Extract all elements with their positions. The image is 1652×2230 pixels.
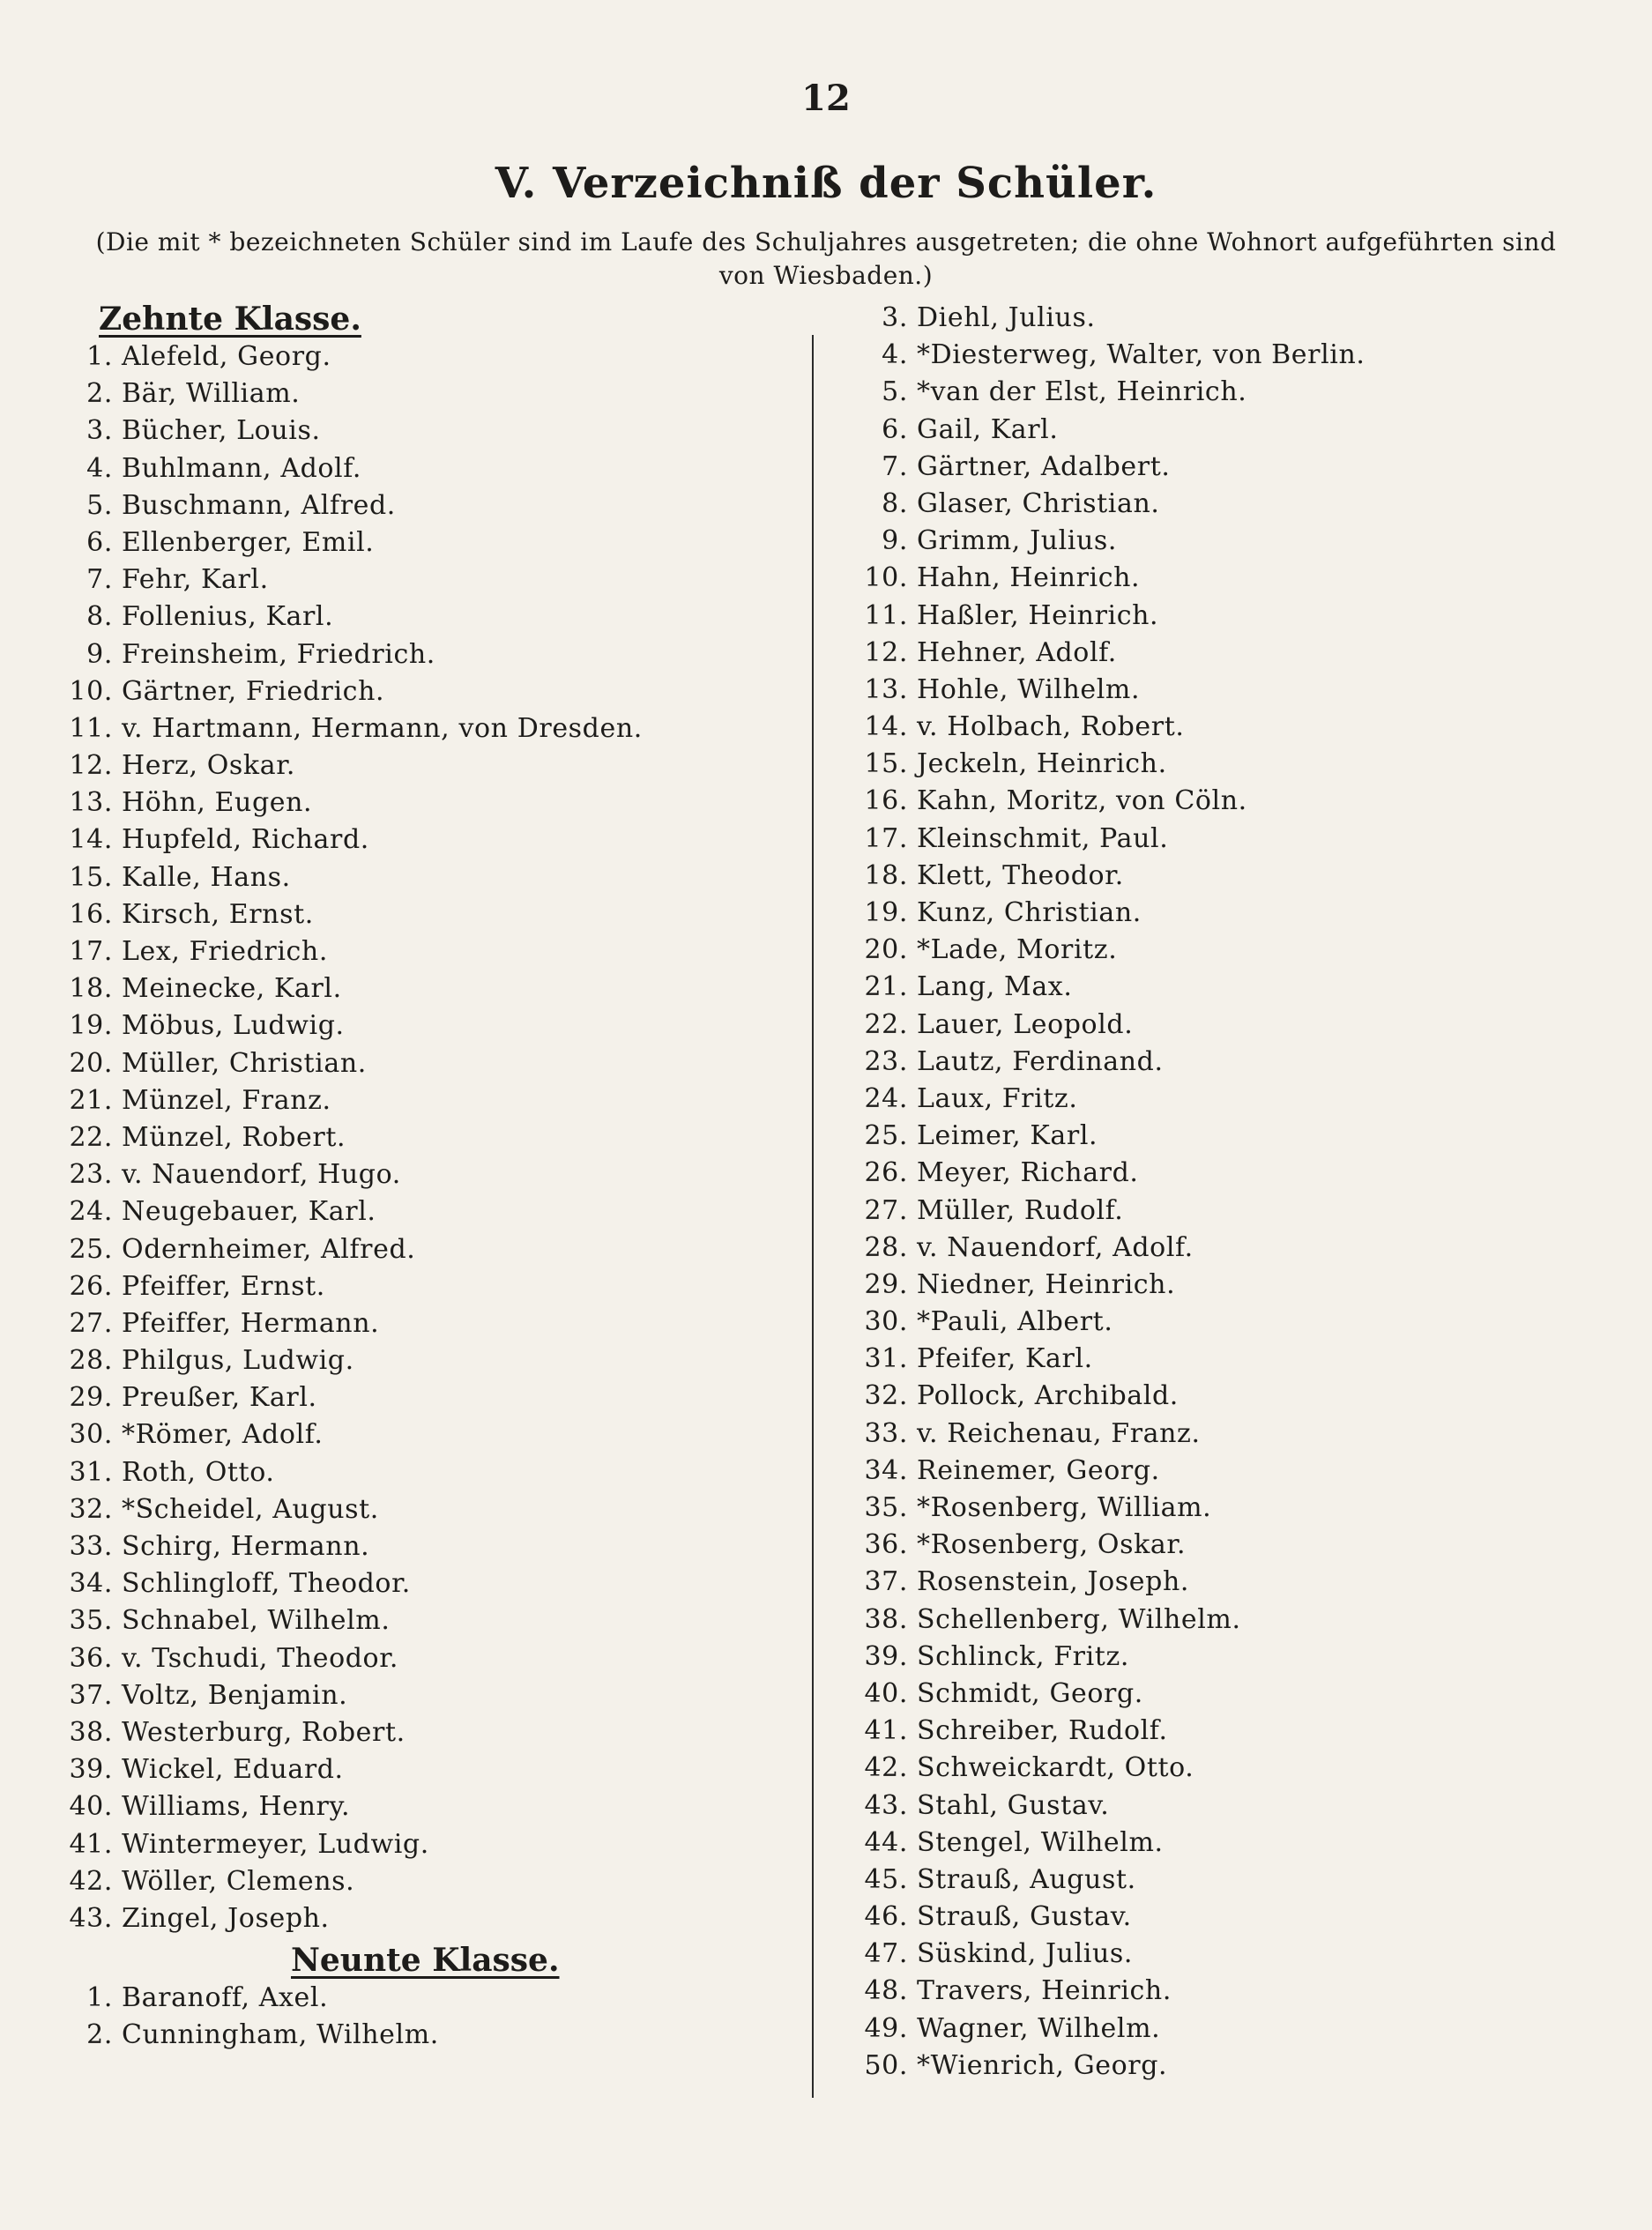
student-number: 19.	[864, 897, 908, 928]
student-number: 24.	[69, 1196, 113, 1228]
student-name: Rosenstein, Joseph.	[917, 1566, 1190, 1598]
student-name: Cunningham, Wilhelm.	[122, 2019, 439, 2051]
student-number: 19.	[69, 1010, 113, 1042]
student-entry	[63, 561, 813, 598]
student-entry	[864, 1564, 1622, 1601]
student-name: Münzel, Robert.	[122, 1121, 346, 1153]
student-name: Hohle, Wilhelm.	[917, 673, 1141, 705]
student-entry	[864, 1044, 1622, 1081]
student-name: Pollock, Archibald.	[917, 1380, 1179, 1412]
student-number: 34.	[864, 1454, 908, 1486]
student-entry	[864, 1081, 1622, 1118]
student-entry	[864, 1193, 1622, 1230]
student-name: Meyer, Richard.	[917, 1157, 1139, 1189]
student-number: 3.	[882, 302, 908, 333]
student-number: 40.	[69, 1791, 113, 1823]
student-entry	[864, 635, 1622, 672]
student-name: Kalle, Hans.	[122, 861, 291, 893]
student-number: 31.	[864, 1343, 908, 1375]
student-name: Möbus, Ludwig.	[122, 1010, 345, 1042]
student-name: *Diesterweg, Walter, von Berlin.	[917, 339, 1366, 371]
student-entry	[864, 1936, 1622, 1973]
student-number: 44.	[864, 1826, 908, 1858]
student-entry	[864, 932, 1622, 969]
student-entry	[864, 2048, 1622, 2085]
student-name: v. Nauendorf, Hugo.	[122, 1159, 401, 1191]
student-entry	[63, 413, 813, 450]
student-entry	[63, 1900, 813, 1937]
student-name: Herz, Oskar.	[122, 750, 295, 782]
student-entry	[63, 1342, 813, 1379]
student-name: Pfeiffer, Hermann.	[122, 1307, 380, 1339]
student-number: 11.	[864, 599, 908, 631]
student-name: *Lade, Moritz.	[917, 934, 1118, 966]
student-entry	[864, 374, 1622, 411]
student-name: v. Hartmann, Hermann, von Dresden.	[122, 712, 643, 744]
student-entry	[63, 673, 813, 710]
student-name: *van der Elst, Heinrich.	[917, 376, 1247, 408]
student-name: Gail, Karl.	[917, 413, 1059, 445]
student-entry	[864, 598, 1622, 635]
student-entry	[63, 1045, 813, 1082]
student-number: 31.	[69, 1456, 113, 1488]
student-entry	[864, 486, 1622, 523]
student-entry	[63, 1714, 813, 1751]
class-heading-zehnte: Zehnte Klasse.	[99, 301, 361, 338]
student-name: Wagner, Wilhelm.	[917, 2012, 1161, 2044]
student-number: 2.	[86, 2019, 113, 2051]
student-entry	[63, 598, 813, 636]
student-name: Alefeld, Georg.	[122, 341, 331, 372]
student-entry	[63, 747, 813, 784]
student-number: 16.	[69, 898, 113, 930]
student-entry	[864, 449, 1622, 486]
student-name: Wickel, Eduard.	[122, 1754, 344, 1786]
student-entry	[864, 1676, 1622, 1713]
student-name: Schellenberg, Wilhelm.	[917, 1603, 1241, 1635]
student-number: 33.	[69, 1531, 113, 1562]
student-number: 15.	[69, 861, 113, 893]
student-entry	[63, 375, 813, 413]
student-number: 47.	[864, 1938, 908, 1970]
student-number: 42.	[864, 1752, 908, 1784]
student-number: 8.	[86, 601, 113, 633]
student-number: 12.	[69, 750, 113, 782]
student-entry	[864, 337, 1622, 374]
student-number: 42.	[69, 1865, 113, 1897]
student-name: Klett, Theodor.	[917, 859, 1124, 891]
class-heading-neunte: Neunte Klasse.	[291, 1942, 560, 1980]
student-entry	[864, 858, 1622, 895]
student-number: 30.	[69, 1419, 113, 1451]
student-name: v. Nauendorf, Adolf.	[917, 1231, 1194, 1263]
student-name: *Scheidel, August.	[122, 1493, 379, 1525]
student-name: Schlinck, Fritz.	[917, 1640, 1129, 1672]
student-number: 1.	[86, 1982, 113, 2014]
student-entry	[864, 1341, 1622, 1378]
student-number: 20.	[864, 934, 908, 966]
student-name: *Wienrich, Georg.	[917, 2049, 1168, 2081]
student-name: Roth, Otto.	[122, 1456, 275, 1488]
student-number: 3.	[86, 415, 113, 447]
student-number: 4.	[86, 452, 113, 484]
student-name: Odernheimer, Alfred.	[122, 1233, 416, 1265]
student-number: 18.	[69, 973, 113, 1005]
student-entry	[63, 784, 813, 821]
student-entry	[864, 969, 1622, 1006]
student-list-neunte-right	[864, 300, 1622, 2085]
student-entry	[864, 1118, 1622, 1155]
student-number: 39.	[69, 1754, 113, 1786]
student-number: 15.	[864, 748, 908, 780]
student-entry	[63, 338, 813, 375]
student-number: 22.	[69, 1121, 113, 1153]
student-entry	[63, 1007, 813, 1044]
student-number: 24.	[864, 1082, 908, 1114]
student-number: 38.	[864, 1603, 908, 1635]
student-entry	[63, 2017, 813, 2054]
student-name: Laux, Fritz.	[917, 1082, 1078, 1114]
student-name: Stahl, Gustav.	[917, 1789, 1110, 1821]
student-number: 33.	[864, 1417, 908, 1449]
student-entry	[864, 783, 1622, 820]
student-name: Buschmann, Alfred.	[122, 489, 396, 521]
student-entry	[63, 859, 813, 896]
student-name: Travers, Heinrich.	[917, 1975, 1172, 2007]
student-list-zehnte	[63, 338, 813, 1937]
student-entry	[864, 746, 1622, 783]
student-name: Gärtner, Friedrich.	[122, 675, 385, 707]
student-number: 43.	[69, 1902, 113, 1934]
student-number: 16.	[864, 785, 908, 817]
student-number: 18.	[864, 859, 908, 891]
student-name: Jeckeln, Heinrich.	[917, 748, 1167, 780]
student-name: Strauß, Gustav.	[917, 1901, 1132, 1933]
student-number: 29.	[864, 1268, 908, 1300]
student-entry	[63, 1677, 813, 1714]
student-entry	[63, 1193, 813, 1230]
student-entry	[63, 1268, 813, 1305]
student-number: 30.	[864, 1306, 908, 1338]
student-name: Ellenberger, Emil.	[122, 526, 375, 558]
student-name: Hehner, Adolf.	[917, 636, 1117, 668]
student-entry	[63, 1751, 813, 1788]
student-name: Freinsheim, Friedrich.	[122, 638, 435, 670]
student-name: Grimm, Julius.	[917, 525, 1118, 557]
student-name: Kirsch, Ernst.	[122, 898, 314, 930]
student-entry	[63, 710, 813, 747]
student-name: *Pauli, Albert.	[917, 1306, 1113, 1338]
student-number: 49.	[864, 2012, 908, 2044]
student-name: Kunz, Christian.	[917, 897, 1142, 928]
student-name: Voltz, Benjamin.	[122, 1679, 348, 1711]
student-number: 27.	[864, 1194, 908, 1226]
student-number: 22.	[864, 1008, 908, 1040]
student-entry	[63, 636, 813, 673]
student-number: 25.	[864, 1120, 908, 1152]
student-number: 11.	[69, 712, 113, 744]
student-name: v. Tschudi, Theodor.	[122, 1642, 398, 1674]
student-entry	[864, 1825, 1622, 1862]
student-entry	[864, 1453, 1622, 1490]
student-number: 26.	[864, 1157, 908, 1189]
student-number: 13.	[864, 673, 908, 705]
student-entry	[864, 1304, 1622, 1341]
note-line-2: von Wiesbaden.)	[718, 261, 934, 290]
student-name: Hupfeld, Richard.	[122, 824, 369, 856]
student-entry	[63, 933, 813, 970]
student-number: 41.	[864, 1715, 908, 1747]
student-list-neunte-left	[63, 1980, 813, 2054]
student-number: 14.	[864, 711, 908, 743]
student-entry	[63, 821, 813, 859]
student-name: Fehr, Karl.	[122, 564, 269, 596]
student-number: 17.	[864, 822, 908, 854]
student-number: 4.	[882, 339, 908, 371]
student-name: Schnabel, Wilhelm.	[122, 1605, 391, 1637]
student-number: 38.	[69, 1716, 113, 1748]
student-name: Münzel, Franz.	[122, 1084, 331, 1116]
student-number: 45.	[864, 1863, 908, 1895]
student-name: Wöller, Clemens.	[122, 1865, 355, 1897]
section-title: V. Verzeichniß der Schüler.	[495, 159, 1157, 208]
student-number: 10.	[864, 562, 908, 594]
student-entry	[63, 1231, 813, 1268]
student-name: Lang, Max.	[917, 971, 1073, 1003]
student-entry	[864, 1416, 1622, 1453]
student-name: Höhn, Eugen.	[122, 787, 313, 819]
student-entry	[63, 970, 813, 1007]
student-number: 28.	[69, 1345, 113, 1377]
student-entry	[864, 672, 1622, 709]
student-number: 43.	[864, 1789, 908, 1821]
student-number: 9.	[882, 525, 908, 557]
student-entry	[864, 412, 1622, 449]
student-entry	[63, 1454, 813, 1491]
student-name: Gärtner, Adalbert.	[917, 450, 1171, 482]
section-note	[46, 226, 1606, 293]
student-name: Stengel, Wilhelm.	[917, 1826, 1164, 1858]
page-number: 12	[801, 78, 851, 119]
student-number: 6.	[882, 413, 908, 445]
student-name: Zingel, Joseph.	[122, 1902, 330, 1934]
student-number: 34.	[69, 1568, 113, 1600]
student-number: 23.	[69, 1159, 113, 1191]
student-entry	[63, 524, 813, 561]
student-number: 40.	[864, 1677, 908, 1709]
student-entry	[864, 1639, 1622, 1676]
student-name: *Römer, Adolf.	[122, 1419, 324, 1451]
student-entry	[63, 896, 813, 933]
student-name: Lex, Friedrich.	[122, 936, 328, 967]
student-entry	[63, 450, 813, 487]
student-number: 17.	[69, 936, 113, 967]
student-number: 6.	[86, 526, 113, 558]
student-name: Kleinschmit, Paul.	[917, 822, 1169, 854]
student-number: 41.	[69, 1828, 113, 1860]
student-name: Leimer, Karl.	[917, 1120, 1098, 1152]
student-number: 39.	[864, 1640, 908, 1672]
student-entry	[864, 523, 1622, 560]
student-number: 25.	[69, 1233, 113, 1265]
student-number: 46.	[864, 1901, 908, 1933]
student-number: 36.	[864, 1529, 908, 1561]
student-entry	[63, 1528, 813, 1565]
student-name: Schreiber, Rudolf.	[917, 1715, 1168, 1747]
student-number: 32.	[69, 1493, 113, 1525]
student-name: Pfeiffer, Ernst.	[122, 1270, 325, 1302]
student-entry	[864, 1155, 1622, 1192]
student-name: Kahn, Moritz, von Cöln.	[917, 785, 1247, 817]
student-name: Süskind, Julius.	[917, 1938, 1134, 1970]
student-number: 5.	[882, 376, 908, 408]
student-number: 10.	[69, 675, 113, 707]
student-entry	[63, 487, 813, 524]
student-number: 12.	[864, 636, 908, 668]
student-number: 28.	[864, 1231, 908, 1263]
student-entry	[864, 1713, 1622, 1750]
student-number: 23.	[864, 1045, 908, 1077]
student-name: v. Holbach, Robert.	[917, 711, 1185, 743]
student-entry	[864, 1230, 1622, 1267]
student-entry	[63, 1119, 813, 1156]
student-entry	[864, 1490, 1622, 1527]
student-entry	[864, 1862, 1622, 1899]
note-line-1: (Die mit * bezeichneten Schüler sind im Laufe des Schuljahres ausgetreten; die ohne Wohnort aufgeführten sind	[95, 227, 1557, 256]
student-name: Schirg, Hermann.	[122, 1531, 370, 1562]
student-entry	[63, 1082, 813, 1119]
student-number: 2.	[86, 378, 113, 410]
student-name: Follenius, Karl.	[122, 601, 334, 633]
student-name: Bär, William.	[122, 378, 301, 410]
student-entry	[864, 895, 1622, 932]
student-name: Reinemer, Georg.	[917, 1454, 1160, 1486]
student-number: 48.	[864, 1975, 908, 2007]
student-name: Baranoff, Axel.	[122, 1982, 329, 2014]
student-name: Meinecke, Karl.	[122, 973, 342, 1005]
student-name: Wintermeyer, Ludwig.	[122, 1828, 429, 1860]
student-number: 9.	[86, 638, 113, 670]
student-name: *Rosenberg, Oskar.	[917, 1529, 1187, 1561]
student-entry	[864, 300, 1622, 337]
student-name: Hahn, Heinrich.	[917, 562, 1141, 594]
student-entry	[63, 1305, 813, 1342]
student-entry	[864, 1267, 1622, 1304]
student-number: 36.	[69, 1642, 113, 1674]
student-entry	[864, 1007, 1622, 1044]
student-name: Schmidt, Georg.	[917, 1677, 1143, 1709]
student-name: Lautz, Ferdinand.	[917, 1045, 1164, 1077]
student-entry	[864, 709, 1622, 746]
student-name: Pfeifer, Karl.	[917, 1343, 1093, 1375]
student-number: 35.	[864, 1492, 908, 1523]
student-entry	[864, 560, 1622, 597]
student-number: 7.	[86, 564, 113, 596]
student-number: 20.	[69, 1047, 113, 1079]
student-entry	[63, 1156, 813, 1193]
student-number: 1.	[86, 341, 113, 372]
student-name: Haßler, Heinrich.	[917, 599, 1159, 631]
student-number: 7.	[882, 450, 908, 482]
right-column	[864, 300, 1622, 2085]
student-number: 37.	[864, 1566, 908, 1598]
student-entry	[864, 1788, 1622, 1825]
student-name: Preußer, Karl.	[122, 1382, 317, 1414]
student-name: Philgus, Ludwig.	[122, 1345, 354, 1377]
student-number: 14.	[69, 824, 113, 856]
student-name: Williams, Henry.	[122, 1791, 351, 1823]
student-name: Schweickardt, Otto.	[917, 1752, 1194, 1784]
student-name: Niedner, Heinrich.	[917, 1268, 1176, 1300]
student-entry	[63, 1826, 813, 1863]
student-entry	[63, 1788, 813, 1825]
student-name: v. Reichenau, Franz.	[917, 1417, 1201, 1449]
student-number: 8.	[882, 487, 908, 519]
student-name: Bücher, Louis.	[122, 415, 321, 447]
student-entry	[63, 1640, 813, 1677]
student-entry	[864, 1378, 1622, 1415]
student-number: 21.	[864, 971, 908, 1003]
student-entry	[864, 2011, 1622, 2048]
student-entry	[864, 1602, 1622, 1639]
student-name: Glaser, Christian.	[917, 487, 1160, 519]
student-entry	[63, 1565, 813, 1602]
student-number: 37.	[69, 1679, 113, 1711]
student-number: 29.	[69, 1382, 113, 1414]
student-entry	[63, 1416, 813, 1453]
student-name: Neugebauer, Karl.	[122, 1196, 376, 1228]
student-name: Strauß, August.	[917, 1863, 1136, 1895]
student-entry	[864, 1750, 1622, 1787]
student-number: 35.	[69, 1605, 113, 1637]
student-name: *Rosenberg, William.	[917, 1492, 1212, 1523]
student-number: 50.	[864, 2049, 908, 2081]
student-name: Diehl, Julius.	[917, 302, 1096, 333]
student-entry	[63, 1379, 813, 1416]
student-number: 32.	[864, 1380, 908, 1412]
student-name: Lauer, Leopold.	[917, 1008, 1134, 1040]
student-name: Buhlmann, Adolf.	[122, 452, 362, 484]
student-entry	[864, 821, 1622, 858]
student-name: Schlingloff, Theodor.	[122, 1568, 411, 1600]
student-entry	[864, 1899, 1622, 1936]
student-number: 27.	[69, 1307, 113, 1339]
student-entry	[63, 1491, 813, 1528]
student-name: Müller, Rudolf.	[917, 1194, 1124, 1226]
student-entry	[63, 1602, 813, 1639]
student-number: 13.	[69, 787, 113, 819]
student-number: 21.	[69, 1084, 113, 1116]
student-number: 26.	[69, 1270, 113, 1302]
student-number: 5.	[86, 489, 113, 521]
student-name: Westerburg, Robert.	[122, 1716, 406, 1748]
left-column	[63, 300, 813, 2054]
student-entry	[864, 1973, 1622, 2010]
student-entry	[63, 1863, 813, 1900]
student-entry	[63, 1980, 813, 2017]
student-entry	[864, 1527, 1622, 1564]
student-name: Müller, Christian.	[122, 1047, 367, 1079]
